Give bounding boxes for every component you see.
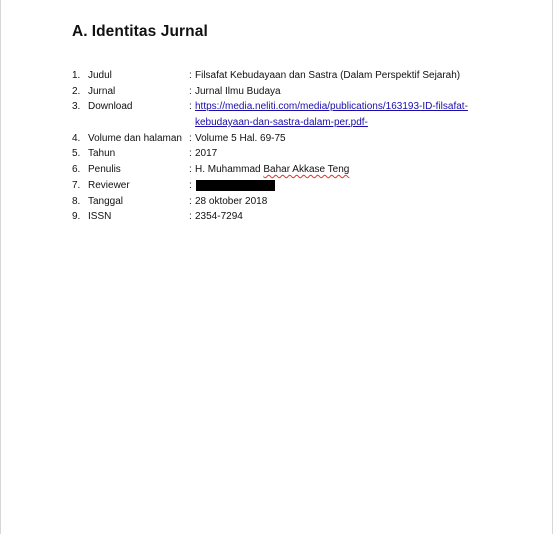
item-number: 6.: [72, 164, 81, 176]
item-colon: :: [189, 164, 192, 176]
item-colon: :: [189, 179, 192, 191]
item-key: Volume dan halaman: [88, 132, 182, 144]
item-value: Jurnal Ilmu Budaya: [195, 85, 281, 97]
item-number: 4.: [72, 132, 81, 144]
item-value: 28 oktober 2018: [195, 195, 268, 207]
identity-list: [72, 68, 542, 225]
item-colon: :: [189, 211, 192, 223]
list-item-download: [72, 99, 542, 115]
redaction-box: [196, 180, 275, 191]
item-key: Download: [88, 101, 133, 113]
list-item-tanggal: [72, 194, 542, 210]
item-colon: :: [189, 148, 192, 160]
item-key: Judul: [88, 70, 112, 81]
item-key: ISSN: [88, 211, 112, 223]
author-prefix: H. Muhammad: [195, 164, 264, 176]
list-item-reviewer: [72, 178, 542, 194]
item-number: 5.: [72, 148, 81, 160]
item-key: Penulis: [88, 164, 121, 176]
item-value: 2017: [195, 148, 218, 160]
download-link-continued[interactable]: kebudayaan-dan-sastra-dalam-per.pdf-: [195, 117, 368, 129]
item-number: 1.: [72, 70, 81, 81]
list-item-jurnal: [72, 84, 542, 100]
item-colon: :: [189, 70, 192, 81]
list-item-penulis: [72, 162, 542, 178]
item-colon: :: [189, 85, 192, 97]
item-colon: :: [189, 101, 192, 113]
section-title: Identitas Jurnal: [91, 23, 208, 40]
item-number: 2.: [72, 85, 81, 97]
list-item-download-continued: [72, 115, 542, 131]
item-number: 9.: [72, 211, 81, 223]
item-key: Reviewer: [88, 179, 130, 191]
list-item-judul: [72, 68, 542, 84]
list-item-issn: [72, 209, 542, 225]
list-item-tahun: [72, 146, 542, 162]
item-colon: :: [189, 132, 192, 144]
item-key: Tanggal: [88, 195, 124, 207]
download-link[interactable]: https://media.neliti.com/media/publications/163193-ID-filsafat-: [195, 101, 468, 113]
item-number: 8.: [72, 195, 81, 207]
item-value: Filsafat Kebudayaan dan Sastra (Dalam Perspektif Sejarah): [195, 70, 461, 81]
item-number: 7.: [72, 179, 81, 191]
item-value: [195, 162, 349, 178]
section-letter: A.: [72, 23, 88, 40]
item-key: Tahun: [88, 148, 116, 160]
item-colon: :: [189, 195, 192, 207]
item-value: Volume 5 Hal. 69-75: [195, 132, 286, 144]
spellcheck-marked-name: Bahar Akkase Teng: [263, 164, 350, 176]
item-key: Jurnal: [88, 85, 116, 97]
item-number: 3.: [72, 101, 81, 113]
item-value: 2354-7294: [195, 211, 243, 223]
section-heading: [72, 23, 208, 41]
list-item-volume: [72, 131, 542, 147]
